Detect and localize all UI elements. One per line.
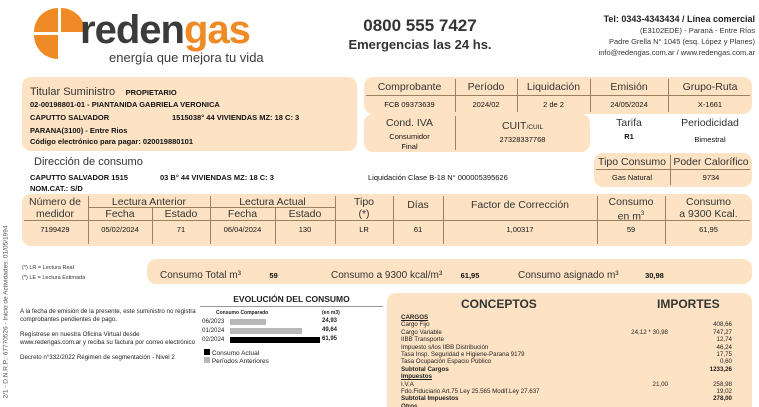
- consumo-total: [160, 265, 278, 283]
- side-legal-label: 2/1 - D.N.R.P.: 67770526 - Inicio de Actividades: 01/05/1994: [2, 225, 10, 399]
- concept-row: [401, 381, 732, 388]
- concept-detail: 24,12 * 30,98: [631, 328, 668, 336]
- consumo-m3-label: Consumo en $m^3$: [597, 196, 665, 223]
- evolution-title: EVOLUCIÓN DEL CONSUMO: [200, 294, 383, 307]
- concept-amount: 12,74: [716, 336, 732, 344]
- concept-detail: [576, 358, 668, 365]
- emision-value: 24/05/2024: [610, 100, 648, 109]
- tarifa-value: R1: [624, 132, 634, 141]
- periodicidad-label: Periodicidad: [681, 117, 739, 129]
- concept-name: Fdo.Fiduciario Art.75 Ley 25.565 Modif.Ley 27.637: [401, 388, 540, 396]
- legend-previous: [204, 357, 269, 365]
- holder-line-1: 02-00198801-01 - PIANTANIDA GABRIELA VERONICA: [30, 100, 220, 109]
- concept-name: Impuestos: [401, 373, 432, 381]
- consumo-kcal-total-label: Consumo a 9300 kcal/m³: [331, 270, 443, 281]
- concept-amount: 747,27: [713, 328, 732, 336]
- evolution-bar: [230, 328, 302, 334]
- concept-row: [401, 314, 732, 321]
- consumo-kcal-label: [665, 196, 752, 220]
- concept-detail: [576, 388, 668, 395]
- evolution-bar: [230, 319, 266, 325]
- holder-line-2a: CAPUTTO SALVADOR: [30, 113, 110, 122]
- concept-detail: [576, 321, 668, 328]
- concept-detail: 21,00: [652, 380, 668, 388]
- brand-tagline: energía que mejora tu vida: [109, 50, 264, 65]
- dias-label: Días: [407, 199, 429, 211]
- concept-detail: [576, 314, 668, 321]
- concept-name: Cargo Variable: [401, 328, 442, 336]
- comprobante-label: Comprobante: [377, 81, 442, 93]
- lectura-anterior-estado-label: Estado: [164, 208, 198, 220]
- tipo-lectura-label-2: (*): [358, 208, 370, 220]
- consumo-total-label: Consumo Total m³: [160, 270, 241, 281]
- concept-row: [401, 336, 732, 343]
- concept-detail: [576, 403, 668, 407]
- lectura-actual-estado-label: Estado: [288, 208, 322, 220]
- concept-name: Subtotal Cargos: [401, 365, 449, 373]
- concept-detail: [576, 395, 668, 402]
- concept-name: Impuesto s/los IIBB Distribución: [401, 343, 489, 351]
- liquidacion-label: Liquidación: [526, 81, 581, 93]
- holder-line-4: Código electrónico para pagar: 020019880101: [30, 137, 193, 146]
- periodicidad-value: Bimestral: [694, 135, 726, 144]
- brand-name-part2: gas: [183, 8, 250, 52]
- holder-line-2b: 1515038° 44 VIVIENDAS MZ: 18 C: 3: [172, 113, 300, 122]
- consumo-kcal-total-value: 61,95: [460, 271, 480, 280]
- factor-correccion-value: 1,00317: [506, 225, 534, 234]
- holder-title-label: Titular Suministro: [30, 86, 116, 98]
- concept-row: [401, 351, 732, 358]
- lectura-actual-fecha: 06/04/2024: [223, 225, 262, 234]
- brand-name-part1: reden: [80, 8, 184, 52]
- concept-name: Subtotal Impuestos: [401, 395, 459, 403]
- legend-previous-swatch: [204, 357, 210, 363]
- lectura-actual-fecha-label: Fecha: [227, 208, 258, 220]
- tipo-consumo-value: Gas Natural: [611, 173, 653, 182]
- meter-number-label: [22, 196, 88, 220]
- concept-name: I.V.A: [401, 380, 414, 388]
- emision-label: Emisión: [610, 81, 648, 93]
- consumo-m3-value: 59: [626, 225, 636, 234]
- concept-amount: 46,24: [716, 343, 732, 351]
- liquidacion-value: 2 de 2: [543, 100, 564, 109]
- consumo-asignado-label: Consumo asignado m³: [518, 270, 619, 281]
- periodo-value: 2024/02: [472, 100, 500, 109]
- header-emergency: Emergencias las 24 hs.: [348, 37, 492, 52]
- grupo-ruta-label: Grupo-Ruta: [682, 81, 738, 93]
- lectura-anterior-label: Lectura Anterior: [111, 196, 187, 208]
- evolution-panel: [200, 294, 383, 407]
- comprobante-value: FCB 09373639: [384, 100, 435, 109]
- consumo-total-value: 59: [269, 271, 278, 280]
- evolution-period: 02/2024: [202, 336, 225, 343]
- concept-name: IIBB Transporte: [401, 336, 444, 344]
- factor-correccion-label: Factor de Corrección: [470, 199, 570, 211]
- concept-detail: [576, 373, 668, 380]
- cuit-label-text: CUIT: [501, 120, 527, 132]
- concept-row: [401, 388, 732, 395]
- concept-name: Tasa Ocupación Espacio Público: [401, 358, 492, 366]
- company-address-2: Padre Grella N° 1045 (esq. López y Planes): [609, 37, 755, 46]
- concept-row: [401, 321, 732, 328]
- concept-amount: 17,75: [716, 351, 732, 359]
- tipo-consumo-label: Tipo Consumo: [598, 156, 666, 168]
- concept-detail: [576, 336, 668, 343]
- brand-name: [80, 8, 250, 52]
- concept-name: CARGOS: [401, 314, 429, 321]
- cuit-label-sub: /CUIL: [526, 124, 544, 131]
- holder-title-value: PROPIETARIO: [125, 88, 177, 97]
- legend-previous-label: Períodos Anteriores: [211, 358, 269, 365]
- poder-calorifico-label: Poder Calorífico: [673, 156, 749, 168]
- lectura-actual-estado: 130: [298, 225, 312, 234]
- concept-row: [401, 395, 732, 402]
- grupo-ruta-value: X-1661: [697, 100, 723, 109]
- meter-number-value: 7199429: [40, 225, 70, 234]
- info-register: Regístrese en nuestra Oficina Virtual desde www.redengas.com.ar y reciba su factura por correo electrónico: [20, 331, 196, 346]
- dias-value: 61: [413, 225, 423, 234]
- concept-amount: 0,60: [719, 358, 732, 366]
- meter-number-label-2: medidor: [36, 208, 74, 220]
- periodo-label: Período: [467, 81, 505, 93]
- tipo-lectura-value: LR: [359, 225, 369, 234]
- concept-row: [401, 373, 732, 380]
- concept-detail: [576, 366, 668, 373]
- consumo-m3-label-1: Consumo: [608, 196, 654, 208]
- concept-amount: [668, 403, 732, 407]
- tipo-lectura-label-1: Tipo: [353, 196, 375, 208]
- consumo-asignado-value: 30,98: [645, 271, 664, 280]
- cond-iva-value-2: Final: [401, 142, 418, 151]
- consumption-address-line-1a: CAPUTTO SALVADOR 1515: [30, 173, 128, 182]
- tarifa-label: Tarifa: [616, 117, 642, 129]
- concept-name: Otros: [401, 402, 418, 407]
- lectura-anterior-estado: 71: [176, 225, 186, 234]
- note-lr: (*) LR = Lectura Real: [22, 265, 74, 271]
- evolution-col-period: Consumo Comparado: [216, 310, 269, 316]
- info-decree: Decreto n°332/2022 Régimen de segmentación - Nivel 2: [20, 354, 175, 362]
- concept-amount: 19,02: [716, 388, 732, 396]
- importes-title: IMPORTES: [657, 297, 720, 311]
- concept-row: [401, 329, 732, 336]
- company-address-1: (E3102EDE) - Paraná - Entre Ríos: [639, 26, 755, 35]
- concepts-box: [387, 293, 752, 407]
- lectura-actual-label: Lectura Actual: [239, 196, 306, 208]
- concept-amount: [668, 373, 732, 380]
- lectura-anterior-fecha-label: Fecha: [105, 208, 135, 220]
- cond-iva-value-1: Consumidor: [389, 132, 430, 141]
- info-panel: [20, 308, 198, 362]
- note-le: (*) LE = Lectura Estimada: [22, 275, 86, 281]
- concept-amount: 408,66: [713, 321, 732, 329]
- meter-number-label-1: Número de: [29, 196, 81, 208]
- evolution-period: 06/2023: [202, 318, 225, 325]
- concept-row: [401, 366, 732, 373]
- concept-detail: [576, 351, 668, 358]
- consumo-kcal-value: 61,95: [699, 225, 718, 234]
- consumo-kcal-label-2: a 9300 Kcal.: [679, 208, 738, 220]
- evolution-bar: [230, 337, 320, 343]
- evolution-value: 24,93: [322, 318, 338, 324]
- concepts-title: CONCEPTOS: [461, 297, 537, 311]
- concept-name: Cargo Fijo: [401, 321, 430, 329]
- lectura-anterior-fecha: 05/02/2024: [101, 225, 139, 234]
- holder-box: [22, 77, 357, 151]
- concept-amount: 1233,26: [709, 365, 732, 373]
- tipo-lectura-label: [335, 196, 393, 220]
- consumo-kcal-label-1: Consumo: [686, 196, 731, 208]
- cuit-value: 27328337768: [499, 135, 546, 144]
- evolution-period: 01/2024: [202, 327, 225, 334]
- legend-current: [204, 349, 259, 357]
- legend-current-swatch: [204, 349, 210, 355]
- cond-iva-label: Cond. IVA: [385, 117, 434, 129]
- evolution-value: 61,95: [322, 336, 338, 342]
- consumo-kcal-total: [331, 265, 479, 283]
- header-phone: 0800 555 7427: [363, 16, 477, 35]
- consumo-asignado: [518, 265, 664, 283]
- cuit-label: [455, 116, 590, 134]
- consumption-address-title: Dirección de consumo: [34, 156, 143, 168]
- concept-row: [401, 403, 732, 407]
- evolution-col-value: (en m3): [322, 310, 340, 316]
- legend-current-label: Consumo Actual: [211, 350, 260, 357]
- side-legal-text: [1, 150, 11, 407]
- concepts-table: [401, 314, 732, 407]
- concept-row: [401, 344, 732, 351]
- concept-detail: [576, 344, 668, 351]
- nom-cat: NOM.CAT.: S/D: [30, 184, 83, 193]
- liquidacion-clase: Liquidación Clase B-18 N° 000005395626: [368, 173, 508, 182]
- evolution-value: 49,64: [322, 327, 338, 333]
- poder-calorifico-value: 9734: [702, 173, 720, 182]
- concept-row: [401, 358, 732, 365]
- consumption-address-line-1b: 03 B° 44 VIVIENDAS MZ: 18 C: 3: [160, 173, 274, 182]
- info-no-debt: A la fecha de emisión de la presente, este suministro no registra comprobantes pendientes de pago.: [20, 308, 196, 323]
- concept-name: Tasa Insp. Seguridad e Higiene-Parana 9179: [401, 351, 525, 359]
- company-contact: info@redengas.com.ar / www.redengas.com.ar: [598, 48, 755, 57]
- consumo-m3-label-2: en m: [617, 210, 641, 223]
- concept-amount: [668, 314, 732, 321]
- holder-line-3: PARANA(3100) - Entre Rios: [30, 126, 128, 135]
- concept-amount: 258,98: [713, 380, 732, 388]
- company-phone: Tel: 0343-4343434 / Línea comercial: [603, 14, 755, 24]
- brand-logo: [28, 6, 308, 66]
- concept-amount: 278,00: [713, 395, 732, 403]
